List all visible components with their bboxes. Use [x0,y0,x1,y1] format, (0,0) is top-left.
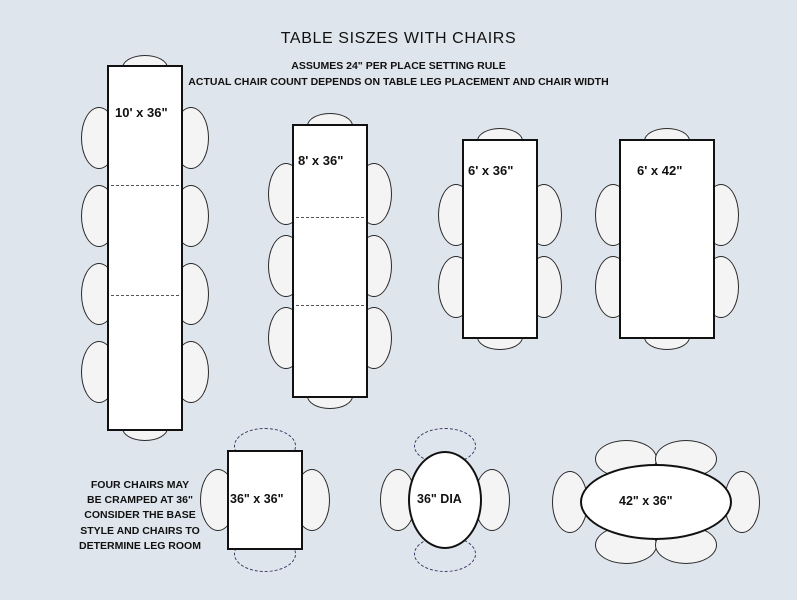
note-line-1: FOUR CHAIRS MAY [90,479,190,491]
table-group-36x36 [198,428,348,573]
subtitle-line-1: ASSUMES 24" PER PLACE SETTING RULE [291,60,506,72]
table-label-36-dia: 36" DIA [417,492,462,506]
note-line-2: BE CRAMPED AT 36" [87,494,193,507]
subtitle-line-2: ACTUAL CHAIR COUNT DEPENDS ON TABLE LEG PLACEMENT AND CHAIR WIDTH [188,76,609,88]
note-line-3: CONSIDER THE BASE [84,509,196,522]
table-label-36x36: 36" x 36" [230,492,284,506]
table-group-10x36 [75,55,235,445]
table-group-6x42 [592,128,762,358]
table-group-42x36 [552,440,762,564]
table-label-6x36: 6' x 36" [468,163,514,178]
table-label-42x36: 42" x 36" [619,494,673,508]
leaf-seam-1 [111,185,179,186]
note-text [65,478,215,554]
leaf-seam-1 [296,217,364,218]
table-label-10x36: 10' x 36" [115,105,168,120]
note-line-4: STYLE AND CHAIRS TO [80,524,200,537]
leaf-seam-2 [111,295,179,296]
table-group-8x36 [262,113,412,413]
page-title: TABLE SISZES WITH CHAIRS [280,30,517,47]
table-label-6x42: 6' x 42" [637,163,683,178]
table-group-36-dia [378,428,528,573]
note-line-5: DETERMINE LEG ROOM [79,539,201,552]
leaf-seam-2 [296,305,364,306]
table-group-6x36 [432,128,582,358]
table-label-8x36: 8' x 36" [298,153,344,168]
